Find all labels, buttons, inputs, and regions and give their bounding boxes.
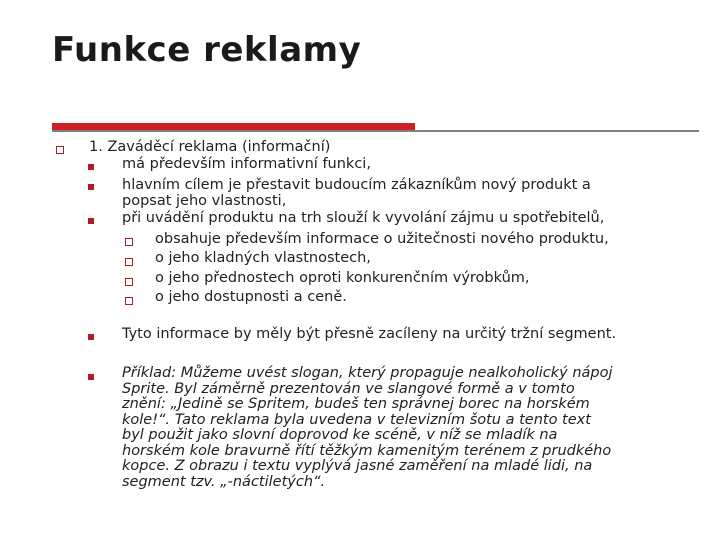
filled-square-bullet-icon bbox=[88, 334, 94, 340]
open-square-bullet-icon bbox=[125, 238, 133, 246]
example-paragraph bbox=[122, 366, 613, 490]
paragraph-line: znění: „Jedině se Spritem, budeš ten správnej borec na horském bbox=[122, 396, 590, 412]
open-square-bullet-icon bbox=[125, 258, 133, 266]
slide-title: Funkce reklamy bbox=[52, 30, 362, 70]
filled-square-bullet-icon bbox=[88, 184, 94, 190]
open-square-bullet-icon bbox=[125, 278, 133, 286]
paragraph-line: Příklad: Můžeme uvést slogan, který propaguje nealkoholický nápoj bbox=[122, 365, 613, 381]
paragraph-line: byl použit jako slovní doprovod ke scéně, v níž se mladík na bbox=[122, 427, 558, 443]
filled-square-bullet-icon bbox=[88, 218, 94, 224]
list-item: má především informativní funkci, bbox=[122, 156, 371, 172]
list-item: obsahuje především informace o užitečnosti nového produktu, bbox=[155, 231, 609, 247]
paragraph-line: kole!“. Tato reklama byla uvedena v televizním šotu a tento text bbox=[122, 411, 591, 428]
paragraph-line: segment tzv. „-náctiletých“. bbox=[122, 473, 326, 490]
paragraph-line: Sprite. Byl záměrně prezentován ve slangové formě a v tomto bbox=[122, 380, 575, 397]
list-item: o jeho dostupnosti a ceně. bbox=[155, 289, 347, 305]
list-item: Tyto informace by měly být přesně zacíleny na určitý tržní segment. bbox=[122, 326, 617, 342]
open-square-bullet-icon bbox=[125, 297, 133, 305]
list-item-continuation: popsat jeho vlastnosti, bbox=[122, 193, 287, 209]
list-item bbox=[89, 140, 330, 156]
filled-square-bullet-icon bbox=[88, 374, 94, 380]
list-item: o jeho kladných vlastnostech, bbox=[155, 250, 371, 266]
open-square-bullet-icon bbox=[56, 146, 64, 154]
item-number: 1. bbox=[89, 139, 103, 155]
filled-square-bullet-icon bbox=[88, 164, 94, 170]
list-item: hlavním cílem je přestavit budoucím zákazníkům nový produkt a bbox=[122, 177, 591, 193]
list-item: o jeho přednostech oproti konkurenčním výrobkům, bbox=[155, 270, 530, 286]
item-heading-note: (informační) bbox=[237, 139, 331, 155]
paragraph-line: horském kole bravurně řítí těžkým kamenitým terénem z prudkého bbox=[122, 442, 612, 459]
paragraph-line: kopce. Z obrazu i textu vyplývá jasné zaměření na mladé lidi, na bbox=[122, 458, 593, 474]
item-heading: Zaváděcí reklama bbox=[107, 139, 238, 155]
list-item: při uvádění produktu na trh slouží k vyvolání zájmu u spotřebitelů, bbox=[122, 210, 605, 226]
